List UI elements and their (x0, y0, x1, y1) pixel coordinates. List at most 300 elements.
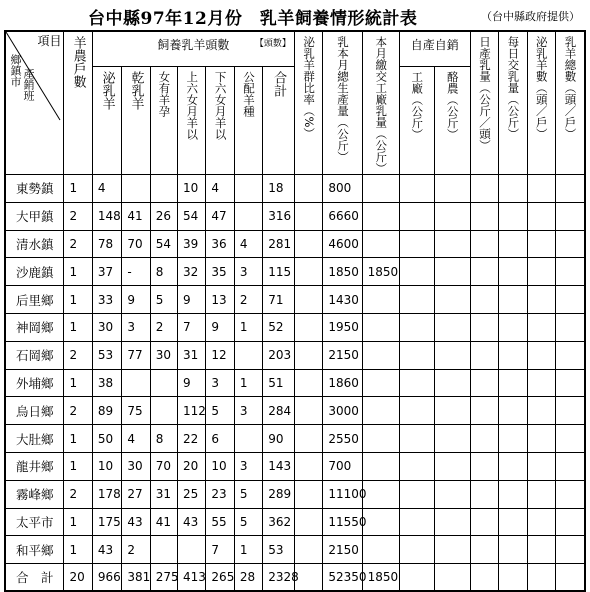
header-farm-households: 羊農戶數 (64, 31, 92, 175)
cell-h: 2 (64, 341, 92, 369)
header-self-farm: 酪農（公斤） (434, 67, 470, 175)
empty-cell (399, 536, 434, 564)
cell-br: 3 (234, 258, 262, 286)
empty-cell (555, 202, 585, 230)
cell-fac (362, 425, 399, 453)
cell-m: 33 (92, 286, 121, 314)
empty-cell (470, 175, 498, 203)
cell-p: 30 (150, 341, 177, 369)
town-cell: 石岡鄉 (5, 341, 64, 369)
cell-br: 5 (234, 508, 262, 536)
cell-d (122, 175, 150, 203)
town-cell: 大甲鎮 (5, 202, 64, 230)
cell-br: 1 (234, 369, 262, 397)
cell-h: 2 (64, 397, 92, 425)
empty-cell (555, 397, 585, 425)
cell-t: 71 (263, 286, 295, 314)
cell-m: 30 (92, 313, 121, 341)
cell-b6: 12 (206, 341, 234, 369)
empty-cell (434, 480, 470, 508)
empty-cell (555, 313, 585, 341)
cell-d: 43 (122, 508, 150, 536)
cell-fac: 1850 (362, 564, 399, 592)
cell-out: 1950 (323, 313, 362, 341)
empty-cell (499, 175, 527, 203)
empty-cell (470, 397, 498, 425)
cell-b6: 4 (206, 175, 234, 203)
empty-cell (470, 536, 498, 564)
header-goat-group (92, 31, 294, 67)
cell-t: 52 (263, 313, 295, 341)
cell-out: 2550 (323, 425, 362, 453)
cell-a6: 25 (178, 480, 206, 508)
town-cell: 外埔鄉 (5, 369, 64, 397)
cell-t: 203 (263, 341, 295, 369)
cell-t: 281 (263, 230, 295, 258)
empty-cell (527, 536, 555, 564)
empty-cell (499, 425, 527, 453)
empty-cell (527, 258, 555, 286)
table-row (5, 397, 585, 425)
goat-group-label: 飼養乳羊頭數 (157, 38, 230, 52)
cell-out: 1850 (323, 258, 362, 286)
header-dry: 乾乳羊 (122, 67, 150, 175)
cell-d: 2 (122, 536, 150, 564)
cell-h: 1 (64, 258, 92, 286)
cell-r (294, 202, 322, 230)
cell-d: 3 (122, 313, 150, 341)
cell-h: 1 (64, 369, 92, 397)
empty-cell (555, 536, 585, 564)
cell-m: 966 (92, 564, 121, 592)
cell-p: 41 (150, 508, 177, 536)
empty-cell (555, 341, 585, 369)
empty-cell (470, 452, 498, 480)
cell-b6: 55 (206, 508, 234, 536)
cell-m: 10 (92, 452, 121, 480)
cell-a6: 54 (178, 202, 206, 230)
table-row (5, 258, 585, 286)
cell-out: 2150 (323, 341, 362, 369)
empty-cell (434, 425, 470, 453)
cell-p (150, 397, 177, 425)
empty-cell (399, 341, 434, 369)
empty-cell (555, 452, 585, 480)
cell-h: 1 (64, 286, 92, 314)
empty-cell (555, 480, 585, 508)
cell-br (234, 175, 262, 203)
cell-br: 3 (234, 452, 262, 480)
header-daily-per-house: 每日交乳量（公斤） (499, 31, 527, 175)
town-cell: 霧峰鄉 (5, 480, 64, 508)
cell-out: 700 (323, 452, 362, 480)
cell-t: 2328 (263, 564, 295, 592)
cell-p (150, 536, 177, 564)
empty-cell (434, 202, 470, 230)
header-month-output: 乳本月總生產量（公斤） (323, 31, 362, 175)
empty-cell (399, 313, 434, 341)
cell-fac (362, 397, 399, 425)
empty-cell (527, 480, 555, 508)
table-row (5, 508, 585, 536)
self-group-label: 自產自銷 (410, 38, 459, 52)
cell-t: 53 (263, 536, 295, 564)
empty-cell (434, 341, 470, 369)
cell-h: 1 (64, 313, 92, 341)
empty-cell (399, 202, 434, 230)
table-row (5, 369, 585, 397)
town-cell: 和平鄉 (5, 536, 64, 564)
cell-t: 362 (263, 508, 295, 536)
cell-p (150, 175, 177, 203)
empty-cell (399, 369, 434, 397)
empty-cell (555, 425, 585, 453)
cell-m: 4 (92, 175, 121, 203)
empty-cell (527, 508, 555, 536)
cell-r (294, 397, 322, 425)
empty-cell (399, 258, 434, 286)
empty-cell (399, 286, 434, 314)
table-row (5, 175, 585, 203)
cell-a6: 43 (178, 508, 206, 536)
cell-h: 1 (64, 508, 92, 536)
town-cell: 后里鄉 (5, 286, 64, 314)
cell-h: 1 (64, 536, 92, 564)
header-pregnant: 女有羊孕 (150, 67, 177, 175)
cell-d: 75 (122, 397, 150, 425)
cell-m: 53 (92, 341, 121, 369)
cell-t: 18 (263, 175, 295, 203)
empty-cell (399, 452, 434, 480)
cell-p: 275 (150, 564, 177, 592)
cell-r (294, 341, 322, 369)
cell-h: 20 (64, 564, 92, 592)
empty-cell (470, 341, 498, 369)
empty-cell (470, 286, 498, 314)
header-total: 合計 (263, 67, 295, 175)
corner-region-label: 鄉鎮市 (9, 54, 22, 87)
cell-fac (362, 369, 399, 397)
empty-cell (434, 258, 470, 286)
table-row (5, 480, 585, 508)
town-cell: 太平市 (5, 508, 64, 536)
cell-fac (362, 230, 399, 258)
cell-a6: 10 (178, 175, 206, 203)
cell-br: 4 (234, 230, 262, 258)
cell-r (294, 313, 322, 341)
empty-cell (499, 397, 527, 425)
cell-b6: 6 (206, 425, 234, 453)
header-factory-delivery: 本月繳交工廠乳量（公斤） (362, 31, 399, 175)
corner-item-label: 項目 (37, 34, 62, 48)
empty-cell (527, 397, 555, 425)
table-row (5, 202, 585, 230)
cell-h: 2 (64, 230, 92, 258)
empty-cell (555, 230, 585, 258)
cell-fac (362, 202, 399, 230)
cell-fac (362, 452, 399, 480)
empty-cell (555, 369, 585, 397)
cell-d: 30 (122, 452, 150, 480)
corner-group-label: 產銷班 (22, 68, 35, 101)
cell-a6: 9 (178, 286, 206, 314)
header-below-6-months: 下六女月羊以 (206, 67, 234, 175)
empty-cell (527, 230, 555, 258)
cell-p (150, 369, 177, 397)
cell-t: 143 (263, 452, 295, 480)
table-row (5, 536, 585, 564)
header-above-6-months: 上六女月羊以 (178, 67, 206, 175)
table-row (5, 286, 585, 314)
empty-cell (499, 508, 527, 536)
empty-cell (434, 564, 470, 592)
cell-m: 175 (92, 508, 121, 536)
cell-fac (362, 286, 399, 314)
empty-cell (499, 286, 527, 314)
empty-cell (399, 480, 434, 508)
cell-r (294, 258, 322, 286)
town-cell: 烏日鄉 (5, 397, 64, 425)
cell-t: 51 (263, 369, 295, 397)
source-note: （台中縣政府提供） (481, 10, 580, 23)
table-row (5, 425, 585, 453)
page-title: 台中縣97年12月份 乳羊飼養情形統計表 (88, 9, 418, 29)
cell-b6: 47 (206, 202, 234, 230)
cell-m: 78 (92, 230, 121, 258)
empty-cell (470, 508, 498, 536)
cell-t: 90 (263, 425, 295, 453)
corner-header (5, 31, 64, 175)
cell-d: 4 (122, 425, 150, 453)
cell-p: 26 (150, 202, 177, 230)
empty-cell (499, 341, 527, 369)
empty-cell (499, 230, 527, 258)
empty-cell (399, 425, 434, 453)
empty-cell (499, 369, 527, 397)
cell-out: 52350 (323, 564, 362, 592)
empty-cell (499, 202, 527, 230)
cell-b6: 13 (206, 286, 234, 314)
cell-h: 1 (64, 452, 92, 480)
title-bar (0, 4, 590, 28)
town-cell: 合 計 (5, 564, 64, 592)
cell-p: 8 (150, 258, 177, 286)
cell-p: 2 (150, 313, 177, 341)
cell-d: 77 (122, 341, 150, 369)
cell-r (294, 286, 322, 314)
cell-t: 289 (263, 480, 295, 508)
empty-cell (555, 286, 585, 314)
cell-m: 43 (92, 536, 121, 564)
cell-h: 1 (64, 175, 92, 203)
town-cell: 沙鹿鎮 (5, 258, 64, 286)
cell-b6: 5 (206, 397, 234, 425)
cell-d: 70 (122, 230, 150, 258)
empty-cell (555, 258, 585, 286)
empty-cell (527, 369, 555, 397)
cell-d (122, 369, 150, 397)
empty-cell (470, 202, 498, 230)
cell-fac (362, 175, 399, 203)
cell-d: 27 (122, 480, 150, 508)
cell-br (234, 425, 262, 453)
cell-r (294, 175, 322, 203)
empty-cell (434, 508, 470, 536)
empty-cell (527, 564, 555, 592)
empty-cell (399, 397, 434, 425)
header-daily-per-head: 日產乳量（公斤／頭） (470, 31, 498, 175)
empty-cell (434, 369, 470, 397)
cell-br: 5 (234, 480, 262, 508)
table-row (5, 452, 585, 480)
cell-m: 148 (92, 202, 121, 230)
empty-cell (470, 313, 498, 341)
cell-a6 (178, 536, 206, 564)
cell-h: 1 (64, 425, 92, 453)
cell-m: 89 (92, 397, 121, 425)
empty-cell (434, 536, 470, 564)
cell-h: 2 (64, 202, 92, 230)
empty-cell (470, 230, 498, 258)
empty-cell (434, 313, 470, 341)
table-row (5, 341, 585, 369)
header-breeding: 公配羊種 (234, 67, 262, 175)
cell-out: 2150 (323, 536, 362, 564)
table-row (5, 313, 585, 341)
empty-cell (555, 175, 585, 203)
cell-b6: 9 (206, 313, 234, 341)
empty-cell (470, 564, 498, 592)
empty-cell (499, 313, 527, 341)
empty-cell (499, 564, 527, 592)
cell-b6: 265 (206, 564, 234, 592)
town-cell: 清水鎮 (5, 230, 64, 258)
empty-cell (499, 536, 527, 564)
cell-a6: 39 (178, 230, 206, 258)
cell-t: 316 (263, 202, 295, 230)
empty-cell (527, 175, 555, 203)
empty-cell (434, 397, 470, 425)
cell-r (294, 480, 322, 508)
town-cell: 龍井鄉 (5, 452, 64, 480)
cell-h: 2 (64, 480, 92, 508)
cell-a6: 112 (178, 397, 206, 425)
table-body (5, 175, 585, 592)
cell-m: 50 (92, 425, 121, 453)
cell-r (294, 230, 322, 258)
cell-br: 3 (234, 397, 262, 425)
empty-cell (527, 341, 555, 369)
cell-br: 1 (234, 313, 262, 341)
goat-unit-label: 【頭數】 (254, 39, 291, 49)
cell-t: 284 (263, 397, 295, 425)
cell-r (294, 452, 322, 480)
cell-out: 11550 (323, 508, 362, 536)
empty-cell (499, 258, 527, 286)
cell-fac: 1850 (362, 258, 399, 286)
cell-d: - (122, 258, 150, 286)
header-milking-per-house: 泌乳羊數（頭／戶） (527, 31, 555, 175)
empty-cell (470, 480, 498, 508)
cell-d: 41 (122, 202, 150, 230)
cell-a6: 20 (178, 452, 206, 480)
cell-fac (362, 508, 399, 536)
table-row (5, 230, 585, 258)
cell-a6: 32 (178, 258, 206, 286)
cell-br (234, 202, 262, 230)
empty-cell (527, 425, 555, 453)
cell-fac (362, 480, 399, 508)
empty-cell (527, 313, 555, 341)
header-milking: 泌乳羊 (92, 67, 121, 175)
cell-r (294, 369, 322, 397)
town-cell: 東勢鎮 (5, 175, 64, 203)
cell-out: 4600 (323, 230, 362, 258)
header-self-group (399, 31, 470, 67)
cell-fac (362, 341, 399, 369)
cell-p: 54 (150, 230, 177, 258)
cell-p: 5 (150, 286, 177, 314)
header-milking-ratio: 泌乳羊群比率（%） (294, 31, 322, 175)
empty-cell (527, 452, 555, 480)
cell-b6: 7 (206, 536, 234, 564)
empty-cell (434, 175, 470, 203)
cell-m: 37 (92, 258, 121, 286)
empty-cell (527, 202, 555, 230)
empty-cell (434, 230, 470, 258)
empty-cell (555, 508, 585, 536)
cell-r (294, 425, 322, 453)
empty-cell (499, 480, 527, 508)
empty-cell (470, 369, 498, 397)
empty-cell (499, 452, 527, 480)
cell-a6: 9 (178, 369, 206, 397)
empty-cell (399, 508, 434, 536)
cell-a6: 413 (178, 564, 206, 592)
cell-r (294, 536, 322, 564)
cell-a6: 22 (178, 425, 206, 453)
cell-d: 381 (122, 564, 150, 592)
cell-out: 800 (323, 175, 362, 203)
cell-b6: 3 (206, 369, 234, 397)
cell-d: 9 (122, 286, 150, 314)
cell-p: 70 (150, 452, 177, 480)
cell-b6: 35 (206, 258, 234, 286)
cell-r (294, 508, 322, 536)
cell-br: 1 (234, 536, 262, 564)
cell-a6: 31 (178, 341, 206, 369)
cell-t: 115 (263, 258, 295, 286)
cell-b6: 10 (206, 452, 234, 480)
empty-cell (434, 452, 470, 480)
empty-cell (434, 286, 470, 314)
cell-a6: 7 (178, 313, 206, 341)
empty-cell (399, 175, 434, 203)
total-row (5, 564, 585, 592)
cell-out: 6660 (323, 202, 362, 230)
town-cell: 神岡鄉 (5, 313, 64, 341)
cell-b6: 36 (206, 230, 234, 258)
empty-cell (527, 286, 555, 314)
cell-out: 3000 (323, 397, 362, 425)
cell-p: 31 (150, 480, 177, 508)
empty-cell (399, 230, 434, 258)
empty-cell (399, 564, 434, 592)
cell-br: 2 (234, 286, 262, 314)
cell-b6: 23 (206, 480, 234, 508)
header-total-per-house: 乳羊總數（頭／戶） (555, 31, 585, 175)
cell-out: 1860 (323, 369, 362, 397)
